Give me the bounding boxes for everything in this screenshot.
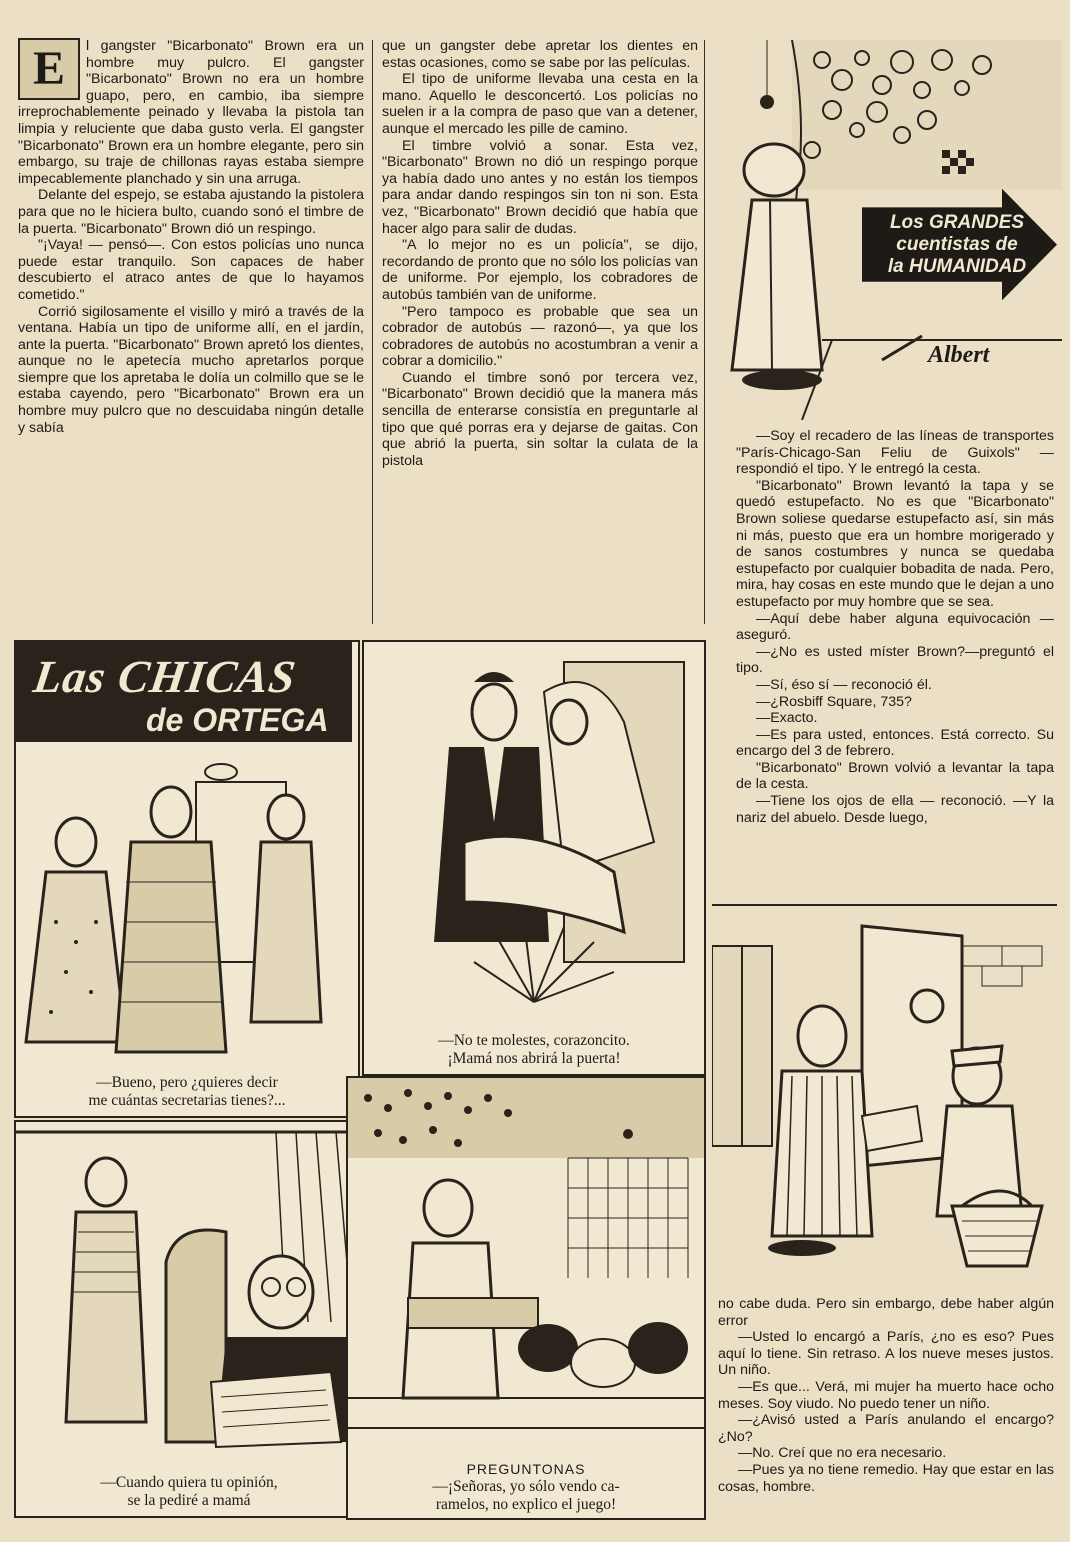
article-paragraph: El timbre volvió a sonar. Esta vez, "Bicarbonato" Brown no dió un respingo porque ya había dado uno antes y no están los tiempos para andar dando respingos sin ton ni son. Esta vez, "Bicarbonato" Brown decidió que había que hacer algo para salir de dudas. bbox=[382, 137, 698, 237]
article-column-3-top bbox=[736, 428, 1054, 902]
article-paragraph: —¿Rosbiff Square, 735? bbox=[756, 693, 912, 710]
comic-title-line2: de ORTEGA bbox=[146, 702, 329, 738]
article-paragraph: —Tiene los ojos de ella — reconoció. —Y la nariz del abuelo. Desde luego, bbox=[736, 793, 1054, 826]
caption-line: ¡Mamá nos abrirá la puerta! bbox=[447, 1050, 621, 1067]
panel-1-caption bbox=[16, 1074, 358, 1110]
column-3-top-paragraphs bbox=[736, 428, 1054, 826]
article-paragraph: "A lo mejor no es un policía", se dijo, recordando de pronto que no sólo los policías van de uniforme. Por ejemplo, los cobradores de autobús también van de uniforme. bbox=[382, 237, 698, 303]
caption-line: —No te molestes, corazoncito. bbox=[438, 1032, 630, 1049]
article-paragraph: Cuando el timbre sonó por tercera vez, "Bicarbonato" Brown decidió que la manera más sencilla de enterarse consistía en preguntarle al tipo que qué porras era y dejarse de gaitas. Con que abrió la puerta, sin soltar la culata de la pistola bbox=[382, 369, 698, 469]
article-paragraph: —Soy el recadero de las líneas de transportes "París-Chicago-San Feliu de Guixols" — respondió el tipo. Y le entregó la cesta. bbox=[736, 428, 1054, 478]
article-column-2 bbox=[382, 38, 698, 626]
arrow-text-line: la HUMANIDAD bbox=[887, 256, 1027, 277]
caption-line: —Bueno, pero ¿quieres decir bbox=[96, 1074, 278, 1091]
arrow-text-line: Los GRANDES bbox=[889, 212, 1025, 233]
article-paragraph: "¡Vaya! — pensó—. Con estos policías uno nunca puede estar tranquilo. Son capaces de haber descubierto el atraco antes de que lo hayamos cometido." bbox=[18, 237, 364, 303]
article-paragraph: Delante del espejo, se estaba ajustando la pistolera para que no le hiciera bulto, cuando sonó el timbre de la puerta. "Bicarbonato" Brown dió un respingo. bbox=[18, 187, 364, 237]
column-divider bbox=[372, 40, 373, 624]
article-paragraph: no cabe duda. Pero sin embargo, debe haber algún error bbox=[718, 1296, 1054, 1329]
article-paragraph: "Bicarbonato" Brown levantó la tapa y se quedó estupefacto. No es que "Bicarbonato" Brown soliese quedarse estupefacto así, sin más ni más, puesto que era un hombre morigerado y de sanos costumbres y nunca se quedaba estupefacto por cualquier bobadita de nada. Pero, mira, hay cosas en este mundo que le dejan a uno estupefacto por muy hombre que se sea. bbox=[736, 477, 1054, 610]
column-2-paragraphs bbox=[382, 38, 698, 469]
article-paragraph: —¿No es usted míster Brown?—preguntó el tipo. bbox=[736, 643, 1054, 677]
article-paragraph: l gangster "Bicarbonato" Brown era un hombre muy pulcro. El gangster "Bicarbonato" Brown no era un hombre guapo, pero, en cambio, iba siempre irreprochablemente peinado y llevaba la pistola tan limpia y reluciente que daba gusto verla. El gangster "Bicarbonato" Brown era un hombre elegante, pero sin embargo, su traje de chillonas rayas estaba siempre impecablemente planchado y sin una arruga. bbox=[18, 38, 364, 187]
article-paragraph: —Pues ya no tiene remedio. Hay que estar en las cosas, hombre. bbox=[718, 1461, 1054, 1495]
column-divider bbox=[704, 40, 705, 624]
panel-4-title: PREGUNTONAS bbox=[466, 1461, 586, 1477]
article-paragraph: Corrió sigilosamente el visillo y miró a través de la ventana. Había un tipo de uniforme allí, en el jardín, ante la puerta. "Bicarbonato" Brown apretó los dientes, aunque no le apetecía mucho apretarlos porque siempre que los apretaba le dolía un colmillo que se le estaba cayendo, pero "Bicarbonato" Brown era un hombre muy pulcro que no descuidaba ningún detalle y sabía bbox=[18, 303, 364, 436]
panel-4-caption bbox=[348, 1460, 704, 1514]
article-paragraph: —Aquí debe haber alguna equivocación — aseguró. bbox=[736, 610, 1054, 644]
comic-panel-4 bbox=[346, 1076, 706, 1520]
comic-panel-3 bbox=[14, 1120, 364, 1518]
article-paragraph: —Usted lo encargó a París, ¿no es eso? Pues aquí lo tiene. Sin retraso. A los nueve meses justos. Un niño. bbox=[718, 1329, 1054, 1379]
doorway-illustration bbox=[712, 904, 1057, 1298]
article-paragraph: —¿Avisó usted a París anulando el encargo? ¿No? bbox=[718, 1412, 1054, 1445]
article-paragraph: "Bicarbonato" Brown volvió a levantar la tapa de la cesta. bbox=[736, 759, 1054, 793]
comic-title-line1: Las CHICAS bbox=[30, 651, 300, 702]
caption-line: —Cuando quiera tu opinión, bbox=[100, 1474, 278, 1491]
article-paragraph: El tipo de uniforme llevaba una cesta en la mano. Aquello le desconcertó. Los policías no suelen ir a la compra de paso que van a detener, aunque el mercado les pille de camino. bbox=[382, 71, 698, 137]
column-3-bottom-paragraphs bbox=[718, 1296, 1054, 1495]
article-paragraph: —Exacto. bbox=[756, 710, 818, 727]
artist-signature: Albert bbox=[928, 342, 990, 368]
comic-panel-2 bbox=[362, 640, 706, 1076]
caption-line: —¡Señoras, yo sólo vendo ca- bbox=[432, 1478, 620, 1495]
article-paragraph: —Sí, éso sí — reconoció él. bbox=[756, 676, 932, 693]
article-paragraph: "Pero tampoco es probable que sea un cobrador de autobús — razonó—, ya que los cobradores de autobús no acostumbran a venir a cobrar a domicilio." bbox=[382, 303, 698, 370]
article-paragraph: —Es para usted, entonces. Está correcto. Su encargo del 3 de febrero. bbox=[736, 726, 1054, 760]
article-paragraph: —No. Creí que no era necesario. bbox=[738, 1445, 947, 1462]
caption-line: ramelos, no explico el juego! bbox=[435, 1496, 617, 1513]
caption-line: me cuántas secretarias tienes?... bbox=[88, 1092, 286, 1109]
grandes-cuentistas-arrow-text bbox=[872, 212, 1042, 278]
caption-line: se la pediré a mamá bbox=[127, 1492, 251, 1509]
comic-strip bbox=[10, 636, 710, 1520]
panel-3-caption bbox=[16, 1474, 362, 1510]
arrow-text-line: cuentistas de bbox=[896, 234, 1018, 255]
article-paragraph: que un gangster debe apretar los dientes en estas ocasiones, como se sabe por las películas. bbox=[382, 38, 698, 71]
article-paragraph: —Es que... Verá, mi mujer ha muerto hace ocho meses. Soy viudo. No puedo tener un niño. bbox=[718, 1378, 1054, 1412]
article-column-3-bottom bbox=[718, 1296, 1054, 1532]
comic-panel-1 bbox=[14, 640, 360, 1118]
drop-cap-letter: E bbox=[18, 38, 80, 100]
panel-2-caption bbox=[364, 1032, 704, 1068]
article-column-1 bbox=[18, 38, 364, 626]
